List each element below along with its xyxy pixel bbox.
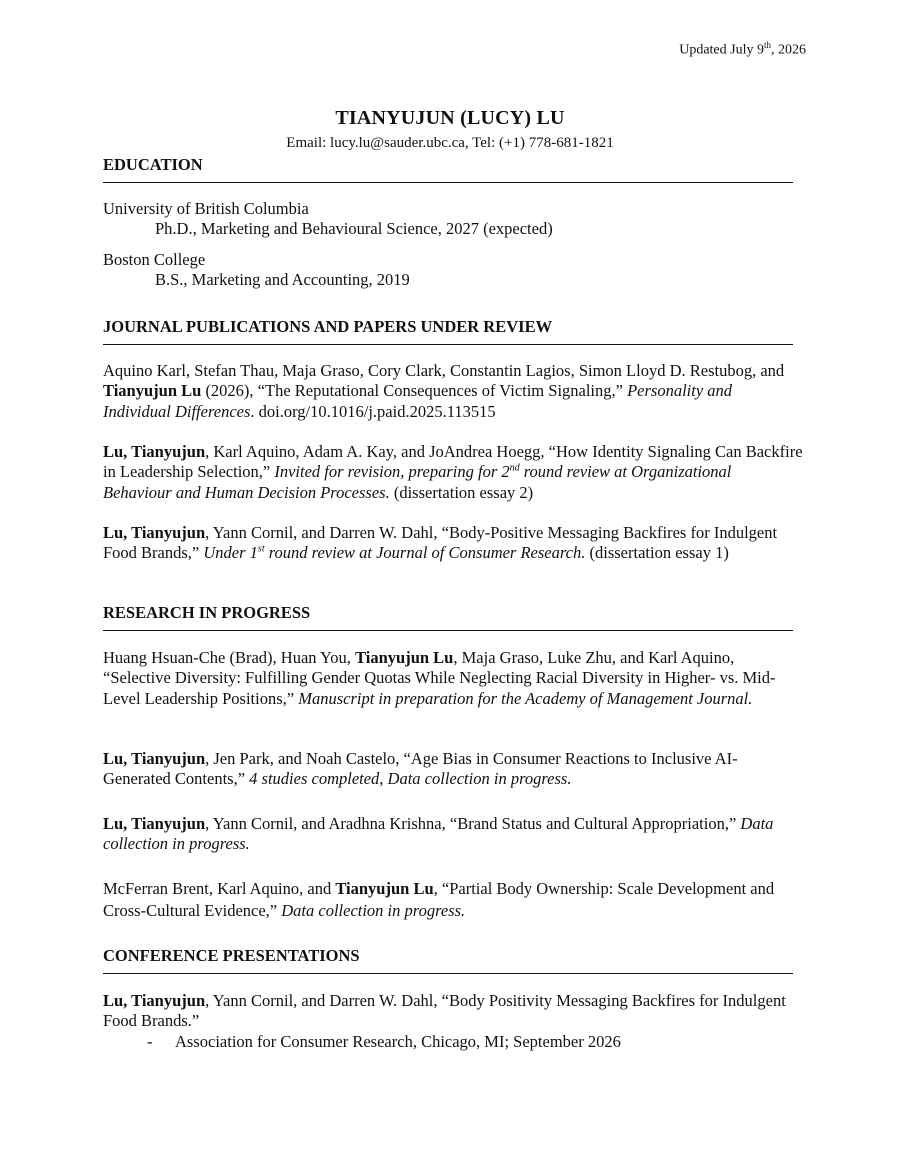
venue-text: Association for Consumer Research, Chicago, MI; September 2026 — [175, 1032, 621, 1051]
research-entry: McFerran Brent, Karl Aquino, and Tianyujun Lu, “Partial Body Ownership: Scale Development and Cross-Cultural Evidence,” Data collection in progress. — [103, 879, 775, 920]
school-name: Boston College — [103, 250, 206, 269]
education-heading: EDUCATION — [103, 155, 793, 183]
updated-date: Updated July 9th, 2026 — [679, 40, 806, 58]
publication-entry: Aquino Karl, Stefan Thau, Maja Graso, Cory Clark, Constantin Lagios, Simon Lloyd D. Restubog, and Tianyujun Lu (2026), “The Reputational Consequences of Victim Signaling,” Personality and Individual Differences. doi.org/10.1016/j.paid.2025.113515 — [103, 361, 785, 421]
publications-heading: JOURNAL PUBLICATIONS AND PAPERS UNDER REVIEW — [103, 317, 793, 345]
conference-venue — [147, 1032, 807, 1052]
research-entry: Lu, Tianyujun, Yann Cornil, and Aradhna Krishna, “Brand Status and Cultural Appropriation,” Data collection in progress. — [103, 814, 774, 854]
conference-entry: Lu, Tianyujun, Yann Cornil, and Darren W. Dahl, “Body Positivity Messaging Backfires for Indulgent Food Brands.” — [103, 991, 786, 1031]
cv-name: TIANYUJUN (LUCY) LU — [335, 107, 565, 129]
research-entry: Lu, Tianyujun, Jen Park, and Noah Castelo, “Age Bias in Consumer Reactions to Inclusive AI-Generated Contents,” 4 studies completed, Data collection in progress. — [103, 749, 738, 789]
school-name: University of British Columbia — [103, 199, 309, 218]
conferences-heading: CONFERENCE PRESENTATIONS — [103, 946, 793, 974]
publication-entry: Lu, Tianyujun, Karl Aquino, Adam A. Kay, and JoAndrea Hoegg, “How Identity Signaling Can Backfire in Leadership Selection,” Invited for revision, preparing for 2nd round review at Organizational Behaviour and Human Decision Processes. (dissertation essay 2) — [103, 442, 803, 502]
education-entry — [103, 199, 803, 240]
contact-info: Email: lucy.lu@sauder.ubc.ca, Tel: (+1) 778-681-1821 — [286, 135, 614, 151]
education-entry — [103, 250, 803, 291]
degree: Ph.D., Marketing and Behavioural Science, 2027 (expected) — [155, 219, 553, 239]
publication-entry: Lu, Tianyujun, Yann Cornil, and Darren W. Dahl, “Body-Positive Messaging Backfires for Indulgent Food Brands,” Under 1st round review at Journal of Consumer Research. (dissertation essay 1) — [103, 523, 778, 563]
research-heading: RESEARCH IN PROGRESS — [103, 603, 793, 631]
degree: B.S., Marketing and Accounting, 2019 — [155, 270, 410, 290]
bullet-dash: - — [147, 1032, 153, 1051]
research-entry: Huang Hsuan-Che (Brad), Huan You, Tianyujun Lu, Maja Graso, Luke Zhu, and Karl Aquino, “Selective Diversity: Fulfilling Gender Quotas While Neglecting Racial Diversity in Higher- vs. Mid-Level Leadership Positions,” Manuscript in preparation for the Academy of Management Journal. — [103, 648, 776, 708]
